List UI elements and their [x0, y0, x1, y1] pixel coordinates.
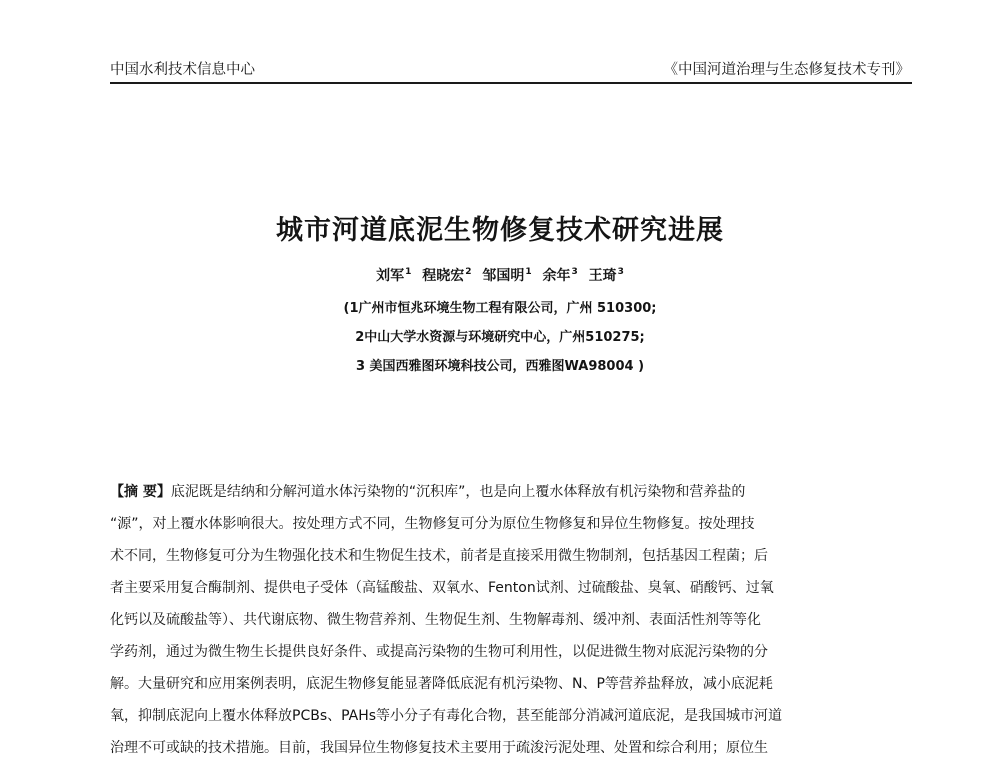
author-name: 余年	[542, 268, 571, 284]
affiliation-3: 3 美国西雅图环境科技公司，西雅图WA98004 )	[355, 359, 645, 374]
abstract-line: 学药剂，通过为微生物生长提供良好条件、或提高污染物的生物可利用性，以促进微生物对底泥污染物的分	[110, 644, 768, 660]
author	[589, 268, 624, 284]
author	[422, 268, 471, 284]
author-affiliation-mark: 1	[525, 267, 532, 278]
author-name: 王琦	[588, 268, 617, 284]
abstract-line: 者主要采用复合酶制剂、提供电子受体（高锰酸盐、双氧水、Fenton试剂、过硫酸盐、臭氧、硝酸钙、过氧	[110, 580, 774, 596]
abstract-line: 解。大量研究和应用案例表明，底泥生物修复能显著降低底泥有机污染物、N、P等营养盐释放，减小底泥耗	[110, 676, 773, 692]
author	[543, 268, 578, 284]
author-affiliation-mark: 3	[571, 267, 578, 278]
author-affiliation-mark: 2	[465, 267, 472, 278]
author-affiliation-mark: 3	[617, 267, 624, 278]
abstract-text: 底泥既是结纳和分解河道水体污染物的“沉积库”，也是向上覆水体释放有机污染物和营养盐的	[170, 484, 746, 500]
abstract	[110, 476, 912, 764]
author	[482, 268, 531, 284]
running-header	[110, 56, 910, 80]
header-rule	[110, 82, 912, 84]
abstract-line: 氧，抑制底泥向上覆水体释放PCBs、PAHs等小分子有毒化合物，甚至能部分消减河道底泥，是我国城市河道	[110, 708, 783, 724]
abstract-line: 术不同，生物修复可分为生物强化技术和生物促生技术，前者是直接采用微生物制剂，包括基因工程菌；后	[110, 548, 768, 564]
author	[376, 268, 411, 284]
author-list	[0, 265, 1000, 285]
author-name: 程晓宏	[422, 268, 465, 284]
author-affiliation-mark: 1	[405, 267, 412, 278]
abstract-line: 治理不可或缺的技术措施。目前，我国异位生物修复技术主要用于疏浚污泥处理、处置和综合利用；原位生	[110, 740, 768, 756]
author-name: 刘军	[376, 268, 405, 284]
abstract-line: “源”，对上覆水体影响很大。按处理方式不同，生物修复可分为原位生物修复和异位生物修复。按处理技	[110, 516, 755, 532]
author-name: 邹国明	[482, 268, 525, 284]
abstract-label: 【摘 要】	[110, 484, 171, 500]
affiliation-1: (1广州市恒兆环境生物工程有限公司，广州 510300;	[343, 301, 657, 316]
header-publisher: 中国水利技术信息中心	[110, 61, 255, 78]
affiliation-2: 2中山大学水资源与环境研究中心，广州510275;	[355, 330, 645, 345]
paper-title: 城市河道底泥生物修复技术研究进展	[276, 215, 724, 246]
abstract-line: 化钙以及硫酸盐等）、共代谢底物、微生物营养剂、生物促生剂、生物解毒剂、缓冲剂、表面活性剂等等化	[110, 612, 761, 628]
header-journal: 《中国河道治理与生态修复技术专刊》	[663, 61, 910, 78]
abstract-line	[110, 476, 912, 508]
